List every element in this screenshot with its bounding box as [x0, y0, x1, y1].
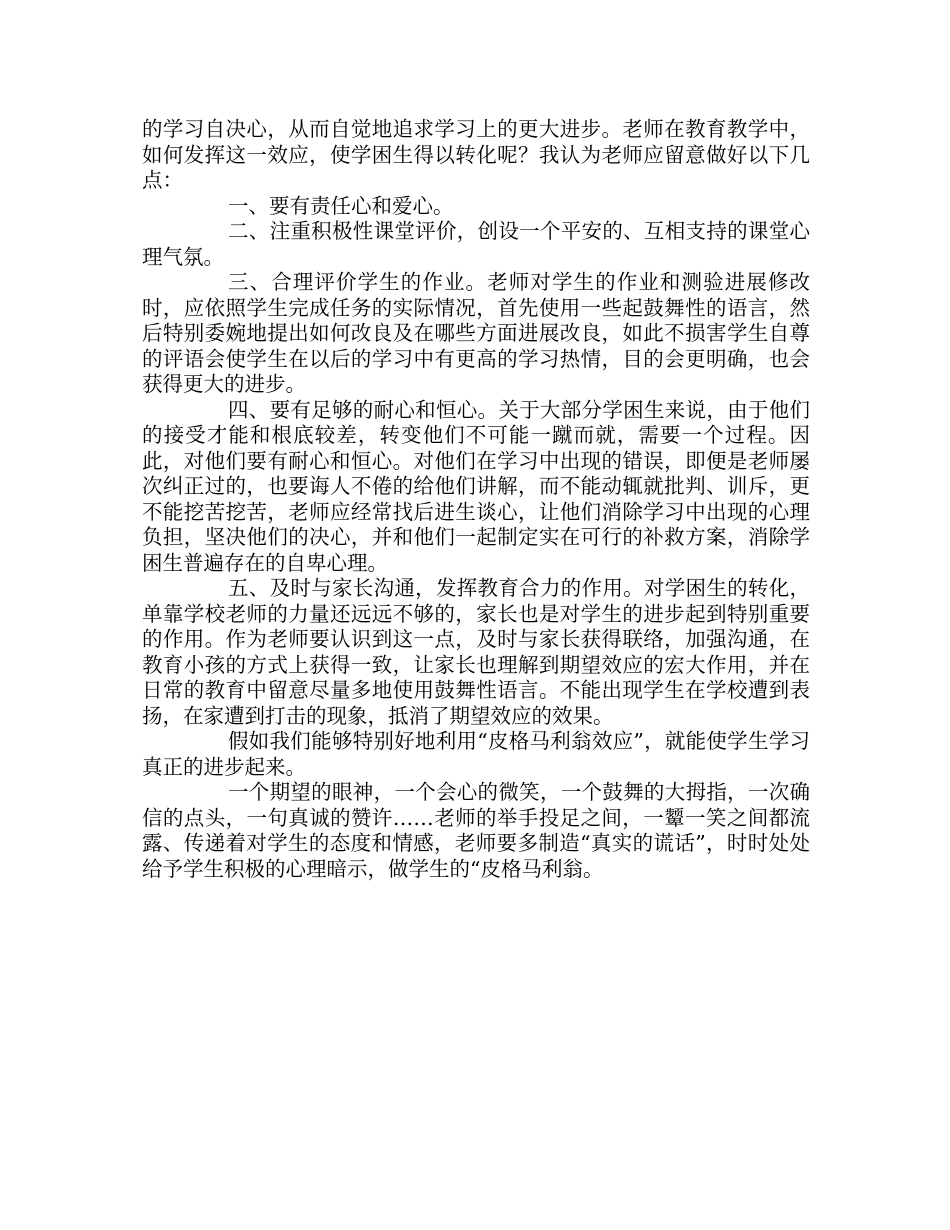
paragraph-continuation: 的学习自决心，从而自觉地追求学习上的更大进步。老师在教育教学中，如何发挥这一效应，使学困生得以转化呢？我认为老师应留意做好以下几点：: [142, 117, 810, 192]
paragraph-summary: 假如我们能够特别好地利用“皮格马利翁效应”，就能使学生学习真正的进步起来。: [142, 729, 810, 779]
paragraph-point-five: 五、及时与家长沟通，发挥教育合力的作用。对学困生的转化，单靠学校老师的力量还远远不够的，家长也是对学生的进步起到特别重要的作用。作为老师要认识到这一点，及时与家长获得联络，加强沟通，在教育小孩的方式上获得一致，让家长也理解到期望效应的宏大作用，并在日常的教育中留意尽量多地使用鼓舞性语言。不能出现学生在学校遭到表扬，在家遭到打击的现象，抵消了期望效应的效果。: [142, 576, 810, 728]
paragraph-point-three: 三、合理评价学生的作业。老师对学生的作业和测验进展修改时，应依照学生完成任务的实际情况，首先使用一些起鼓舞性的语言，然后特别委婉地提出如何改良及在哪些方面进展改良，如此不损害学生自尊的评语会使学生在以后的学习中有更高的学习热情，目的会更明确，也会获得更大的进步。: [142, 270, 810, 396]
paragraph-point-four: 四、要有足够的耐心和恒心。关于大部分学困生来说，由于他们的接受才能和根底较差，转变他们不可能一蹴而就，需要一个过程。因此，对他们要有耐心和恒心。对他们在学习中出现的错误，即便是老师屡次纠正过的，也要诲人不倦的给他们讲解，而不能动辄就批判、训斥，更不能挖苦挖苦，老师应经常找后进生谈心，让他们消除学习中出现的心理负担，坚决他们的决心，并和他们一起制定实在可行的补救方案，消除学困生普遍存在的自卑心理。: [142, 397, 810, 575]
paragraph-point-one: 一、要有责任心和爱心。: [228, 193, 454, 218]
document-body: [142, 117, 810, 882]
paragraph-closing: 一个期望的眼神，一个会心的微笑，一个鼓舞的大拇指，一次确信的点头，一句真诚的赞许……老师的举手投足之间，一颦一笑之间都流露、传递着对学生的态度和情感，老师要多制造“真实的谎话”，时时处处给予学生积极的心理暗示，做学生的“皮格马利翁。: [142, 780, 810, 881]
paragraph-point-two: 二、注重积极性课堂评价，创设一个平安的、互相支持的课堂心理气氛。: [142, 219, 810, 269]
